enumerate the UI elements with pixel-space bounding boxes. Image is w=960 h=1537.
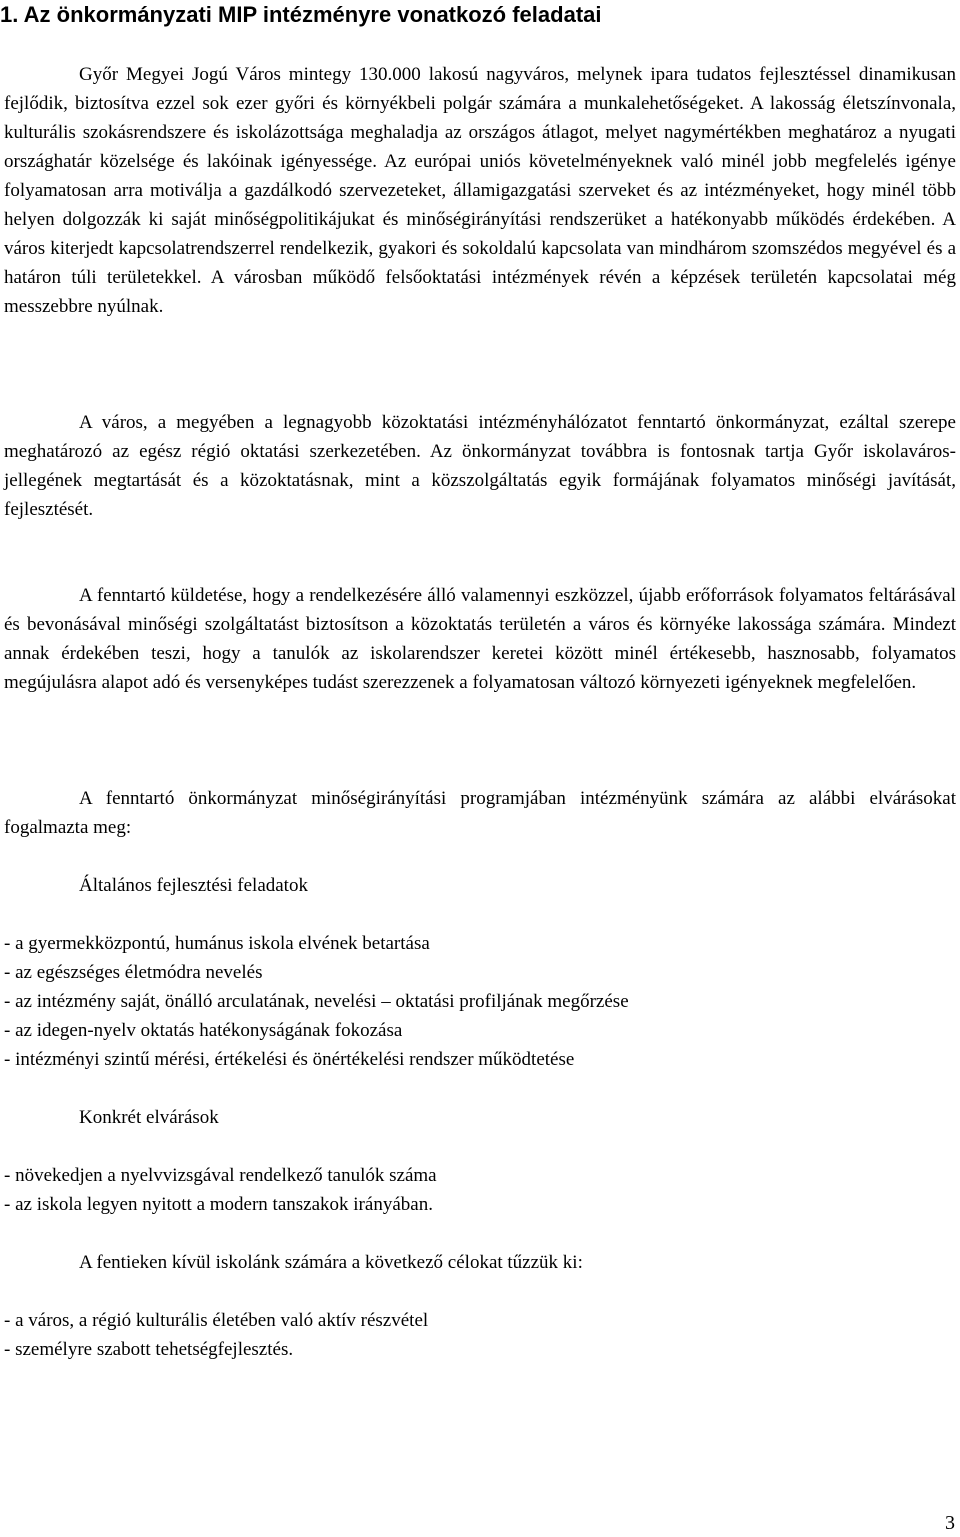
list-item: - személyre szabott tehetségfejlesztés.	[4, 1339, 294, 1360]
section-heading: 1. Az önkormányzati MIP intézményre vonatkozó feladatai	[0, 2, 602, 27]
list-item: - növekedjen a nyelvvizsgával rendelkező tanulók száma	[4, 1165, 437, 1186]
general-tasks-title: Általános fejlesztési feladatok	[79, 875, 308, 896]
paragraph-maintainer-mission: A fenntartó küldetése, hogy a rendelkezésére álló valamennyi eszközzel, újabb erőforrások folyamatos feltárásával és bevonásával minőségi szolgáltatást biztosítson a közoktatás területén a város és környéke lakossága számára. Mindezt annak érdekében teszi, hogy a tanulók az iskolarendszer keretei között minél értékesebb, hasznosabb, folyamatos megújulásra alapot adó és versenyképes tudást szerezzenek a folyamatosan változó környezeti igényeknek megfelelően.	[4, 585, 956, 693]
list-item: - a gyermekközpontú, humánus iskola elvének betartása	[4, 933, 430, 954]
list-item: - intézményi szintű mérési, értékelési és önértékelési rendszer működtetése	[4, 1049, 575, 1070]
general-tasks-list	[4, 929, 629, 1074]
list-item: - az egészséges életmódra nevelés	[4, 962, 263, 983]
paragraph-city-intro: Győr Megyei Jogú Város mintegy 130.000 lakosú nagyváros, melynek ipara tudatos fejlesztéssel dinamikusan fejlődik, biztosítva ezzel sok ezer győri és környékbeli polgár számára a munkalehetőségeket. A lakosság életszínvonala, kulturális szokásrendszere és iskolázottsága meghaladja az országos átlagot, melyet nagymértékben meghatároz a nyugati országhatár közelsége és lakóinak igényessége. Az európai uniós követelményeknek való minél jobb megfelelés igénye folyamatosan arra motiválja a gazdálkodó szervezeteket, államigazgatási szerveket és az intézményeket, hogy minél több helyen dolgozzák ki saját minőségpolitikájukat és minőségirányítási rendszerüket a hatékonyabb működés érdekében. A város kiterjedt kapcsolatrendszerrel rendelkezik, gyakori és sokoldalú kapcsolata van mindhárom szomszédos megyével és a határon túli területekkel. A városban működő felsőoktatási intézmények révén a képzések területén kapcsolatai még messzebbre nyúlnak.	[4, 64, 956, 317]
school-goals-list	[4, 1306, 428, 1364]
list-item: - az idegen-nyelv oktatás hatékonyságának fokozása	[4, 1020, 403, 1041]
list-item: - a város, a régió kulturális életében való aktív részvétel	[4, 1310, 429, 1331]
list-item: - az intézmény saját, önálló arculatának, nevelési – oktatási profiljának megőrzése	[4, 991, 629, 1012]
specific-expectations-title: Konkrét elvárások	[79, 1107, 219, 1128]
paragraph-expectations-intro: A fenntartó önkormányzat minőségirányítási programjában intézményünk számára az alábbi elvárásokat fogalmazta meg:	[4, 788, 956, 838]
school-goals-intro: A fentieken kívül iskolánk számára a következő célokat tűzzük ki:	[79, 1252, 583, 1273]
list-item: - az iskola legyen nyitott a modern tanszakok irányában.	[4, 1194, 433, 1215]
page-number: 3	[945, 1512, 955, 1534]
paragraph-education-network: A város, a megyében a legnagyobb közoktatási intézményhálózatot fenntartó önkormányzat, ezáltal szerepe meghatározó az egész régió oktatási szerkezetében. Az önkormányzat továbbra is fontosnak tartja Győr iskolaváros-jellegének megtartását és a közoktatásnak, mint a közszolgáltatás egyik formájának folyamatos minőségi javítását, fejlesztését.	[4, 412, 956, 520]
specific-expectations-list	[4, 1161, 437, 1219]
